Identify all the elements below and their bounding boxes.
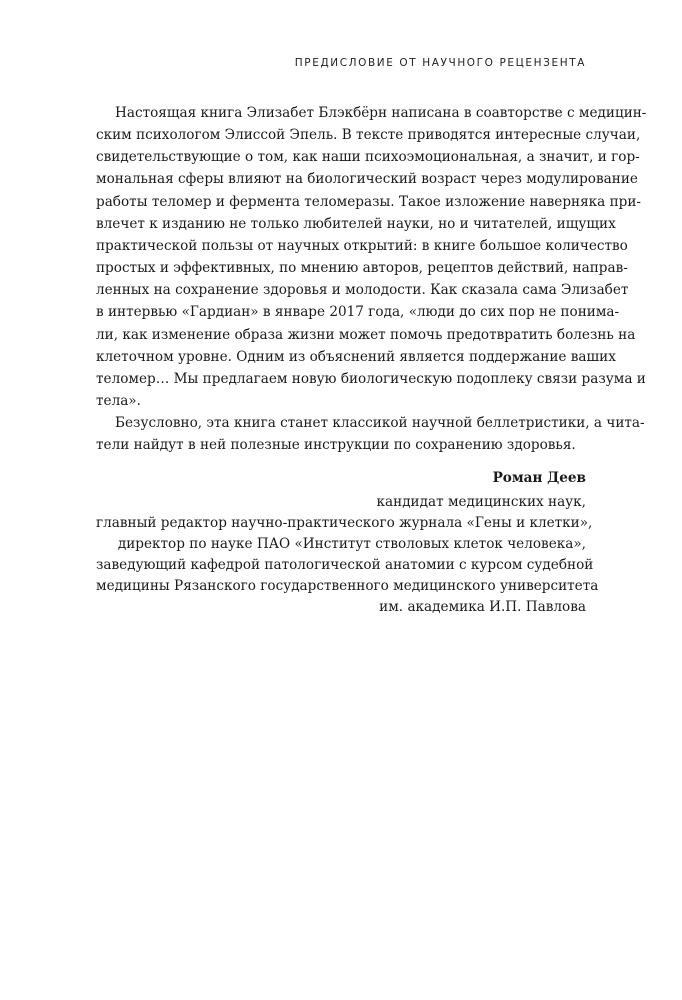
author-credential: директор по науке ПАО «Институт стволовых клеток человека»,: [117, 536, 586, 552]
author-credential: им. академика И.П. Павлова: [379, 599, 586, 615]
text-line: Настоящая книга Элизабет Блэкбёрн написана в соавторстве с медицин-: [115, 105, 647, 121]
text-line: теломер… Мы предлагаем новую биологическую подоплеку связи разума и: [96, 370, 646, 387]
text-line: в интервью «Гардиан» в январе 2017 года, «люди до сих пор не понима-: [96, 304, 620, 321]
signature-block: [96, 468, 599, 618]
paragraph-1: [96, 102, 647, 412]
author-name: Роман Деев: [492, 470, 586, 486]
text-line: ли, как изменение образа жизни может помочь предотвратить болезнь на: [96, 326, 636, 343]
running-head: ПРЕДИСЛОВИЕ ОТ НАУЧНОГО РЕЦЕНЗЕНТА: [294, 57, 586, 69]
author-credential: главный редактор научно-практического журнала «Гены и клетки»,: [96, 515, 593, 531]
text-line: работы теломер и фермента теломеразы. Такое изложение наверняка при-: [96, 193, 642, 210]
text-line: свидетельствующие о том, как наши психоэмоциональная, а значит, и гор-: [96, 149, 640, 166]
text-line: влечет к изданию не только любителей науки, но и читателей, ищущих: [96, 215, 616, 232]
text-line: тели найдут в ней полезные инструкции по сохранению здоровья.: [96, 437, 576, 454]
text-line: простых и эффективных, по мнению авторов, рецептов действий, направ-: [96, 260, 628, 277]
author-credential: медицины Рязанского государственного медицинского университета: [96, 578, 599, 594]
text-line: клеточном уровне. Одним из объяснений является поддержание ваших: [96, 348, 616, 365]
author-credential: заведующий кафедрой патологической анатомии с курсом судебной: [96, 557, 594, 573]
text-line: ским психологом Элиссой Эпель. В тексте приводятся интересные случаи,: [96, 127, 641, 144]
body-text: [96, 102, 647, 457]
text-line: практической пользы от научных открытий: в книге большое количество: [96, 237, 628, 254]
text-line: тела».: [96, 393, 141, 410]
paragraph-2: [96, 412, 645, 456]
text-line: Безусловно, эта книга станет классикой научной беллетристики, а чита-: [115, 415, 645, 432]
text-line: мональная сферы влияют на биологический возраст через модулирование: [96, 171, 638, 188]
author-credential: кандидат медицинских наук,: [376, 494, 586, 510]
text-line: ленных на сохранение здоровья и молодости. Как сказала сама Элизабет: [96, 282, 629, 299]
